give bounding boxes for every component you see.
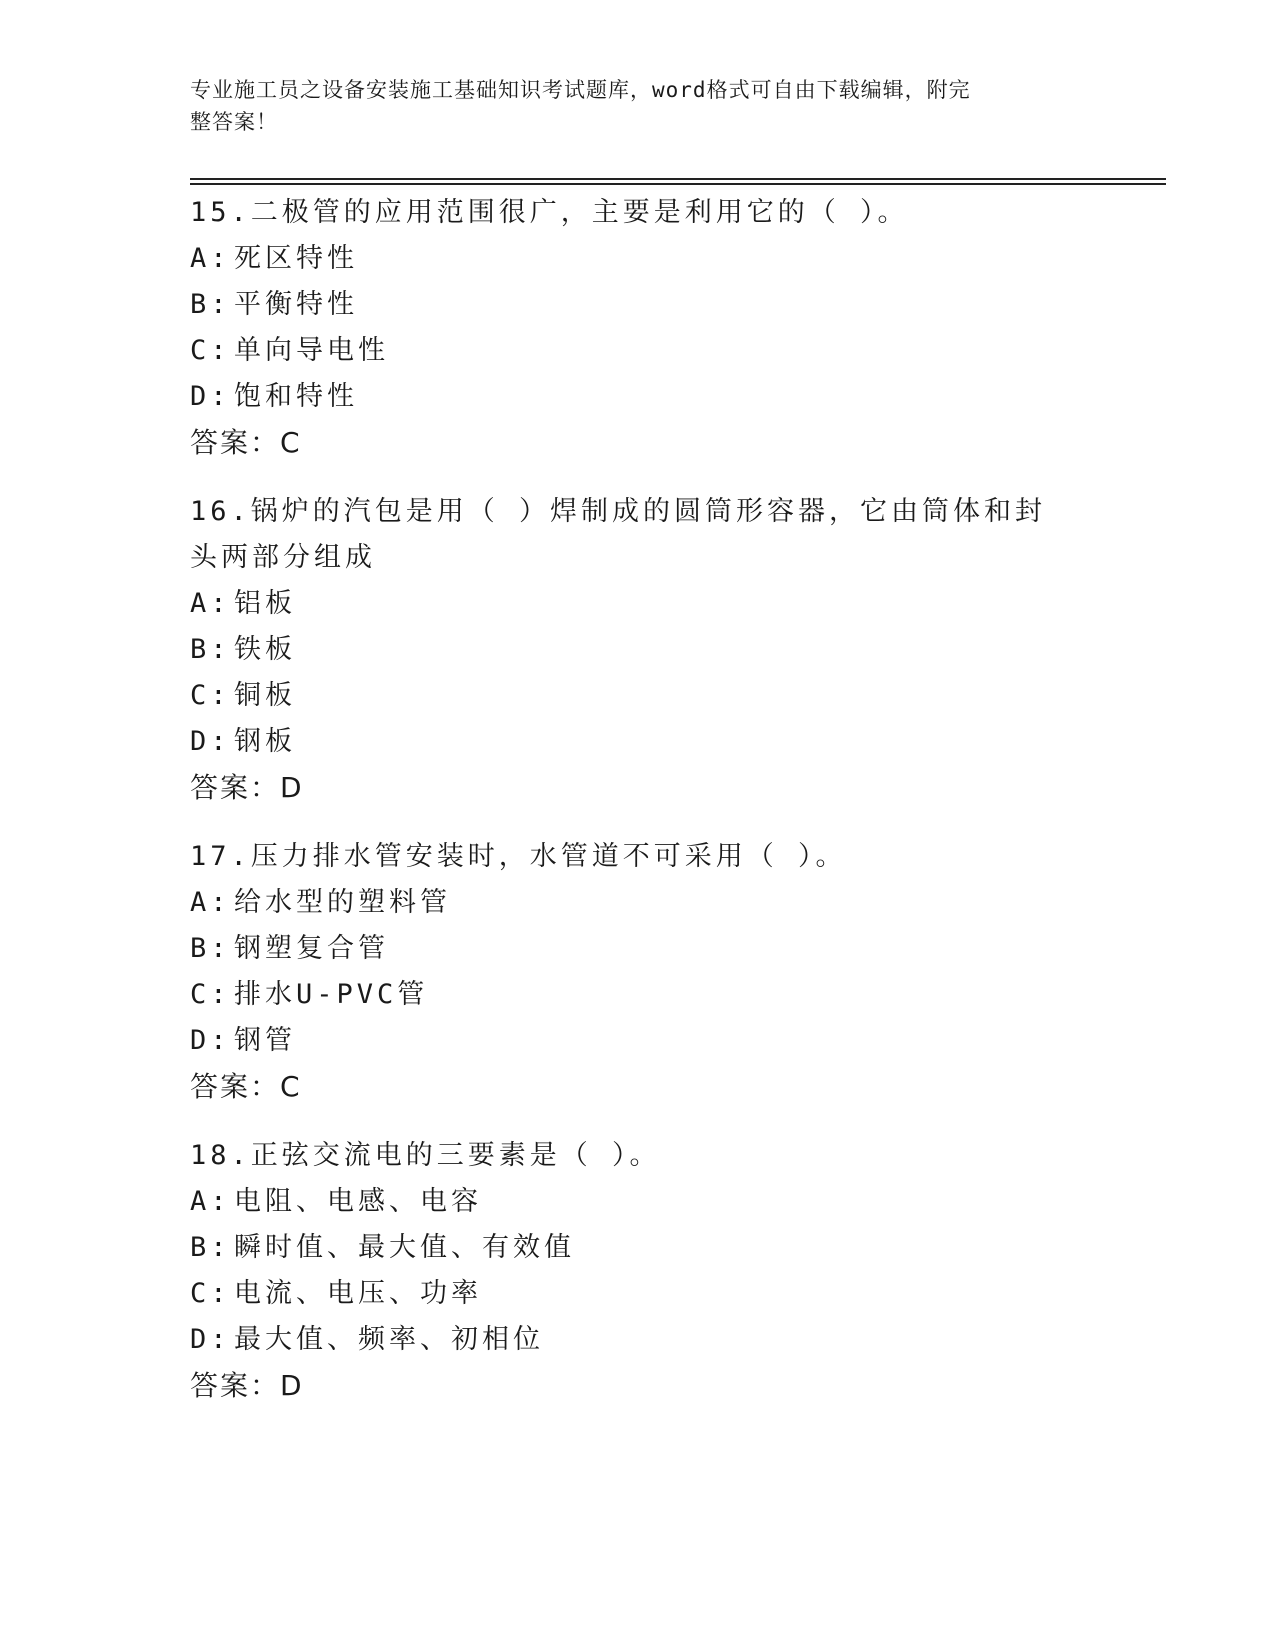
option-b (190, 627, 1150, 673)
option-text: 饱和特性 (234, 381, 358, 412)
question-list (190, 190, 1150, 1432)
option-letter: A: (190, 588, 231, 619)
question-18 (190, 1133, 1150, 1409)
option-text: 瞬时值、最大值、有效值 (234, 1232, 575, 1263)
question-text: 15.二极管的应用范围很广，主要是利用它的（ ）。 (190, 197, 909, 228)
header-line-1: 专业施工员之设备安装施工基础知识考试题库，word格式可自由下载编辑，附完 (190, 78, 971, 102)
option-text: 电阻、电感、电容 (234, 1186, 482, 1217)
option-a (190, 236, 1150, 282)
option-d (190, 719, 1150, 765)
option-text: 电流、电压、功率 (234, 1278, 482, 1309)
option-b (190, 1225, 1150, 1271)
option-text: 死区特性 (234, 243, 358, 274)
option-letter: C: (190, 680, 231, 711)
option-letter: C: (190, 979, 231, 1010)
option-d (190, 1317, 1150, 1363)
question-text: 16.锅炉的汽包是用（ ）焊制成的圆筒形容器，它由筒体和封头两部分组成 (190, 496, 1047, 573)
answer-line: 答案：C (190, 1070, 302, 1103)
option-d (190, 1018, 1150, 1064)
question-text: 17.压力排水管安装时，水管道不可采用（ ）。 (190, 841, 847, 872)
option-letter: A: (190, 1186, 231, 1217)
answer-line: 答案：C (190, 426, 302, 459)
option-d (190, 374, 1150, 420)
option-letter: D: (190, 381, 231, 412)
option-letter: D: (190, 1025, 231, 1056)
option-text: 平衡特性 (234, 289, 358, 320)
option-letter: A: (190, 887, 231, 918)
option-text: 给水型的塑料管 (234, 887, 451, 918)
header-line-2: 整答案！ (190, 110, 278, 134)
option-a (190, 880, 1150, 926)
option-c (190, 1271, 1150, 1317)
option-letter: C: (190, 335, 231, 366)
header-divider-top (190, 178, 1166, 180)
option-c (190, 328, 1150, 374)
option-text: 最大值、频率、初相位 (234, 1324, 544, 1355)
option-b (190, 282, 1150, 328)
option-letter: B: (190, 289, 231, 320)
option-c (190, 673, 1150, 719)
document-header (190, 74, 1090, 138)
question-text: 18.正弦交流电的三要素是（ ）。 (190, 1140, 661, 1171)
question-15 (190, 190, 1150, 466)
option-text: 单向导电性 (234, 335, 389, 366)
option-letter: B: (190, 634, 231, 665)
option-a (190, 1179, 1150, 1225)
option-text: 铜板 (234, 680, 296, 711)
option-letter: C: (190, 1278, 231, 1309)
question-16 (190, 489, 1150, 811)
option-b (190, 926, 1150, 972)
option-text: 铝板 (234, 588, 296, 619)
header-divider-bottom (190, 183, 1166, 185)
option-letter: A: (190, 243, 231, 274)
answer-line: 答案：D (190, 1369, 304, 1402)
answer-line: 答案：D (190, 771, 304, 804)
option-letter: B: (190, 933, 231, 964)
option-c (190, 972, 1150, 1018)
option-letter: D: (190, 726, 231, 757)
option-letter: B: (190, 1232, 231, 1263)
option-a (190, 581, 1150, 627)
option-text: 铁板 (234, 634, 296, 665)
option-text: 钢塑复合管 (234, 933, 389, 964)
question-17 (190, 834, 1150, 1110)
option-text: 钢管 (234, 1025, 296, 1056)
option-text: 排水U-PVC管 (234, 979, 429, 1010)
option-text: 钢板 (234, 726, 296, 757)
option-letter: D: (190, 1324, 231, 1355)
